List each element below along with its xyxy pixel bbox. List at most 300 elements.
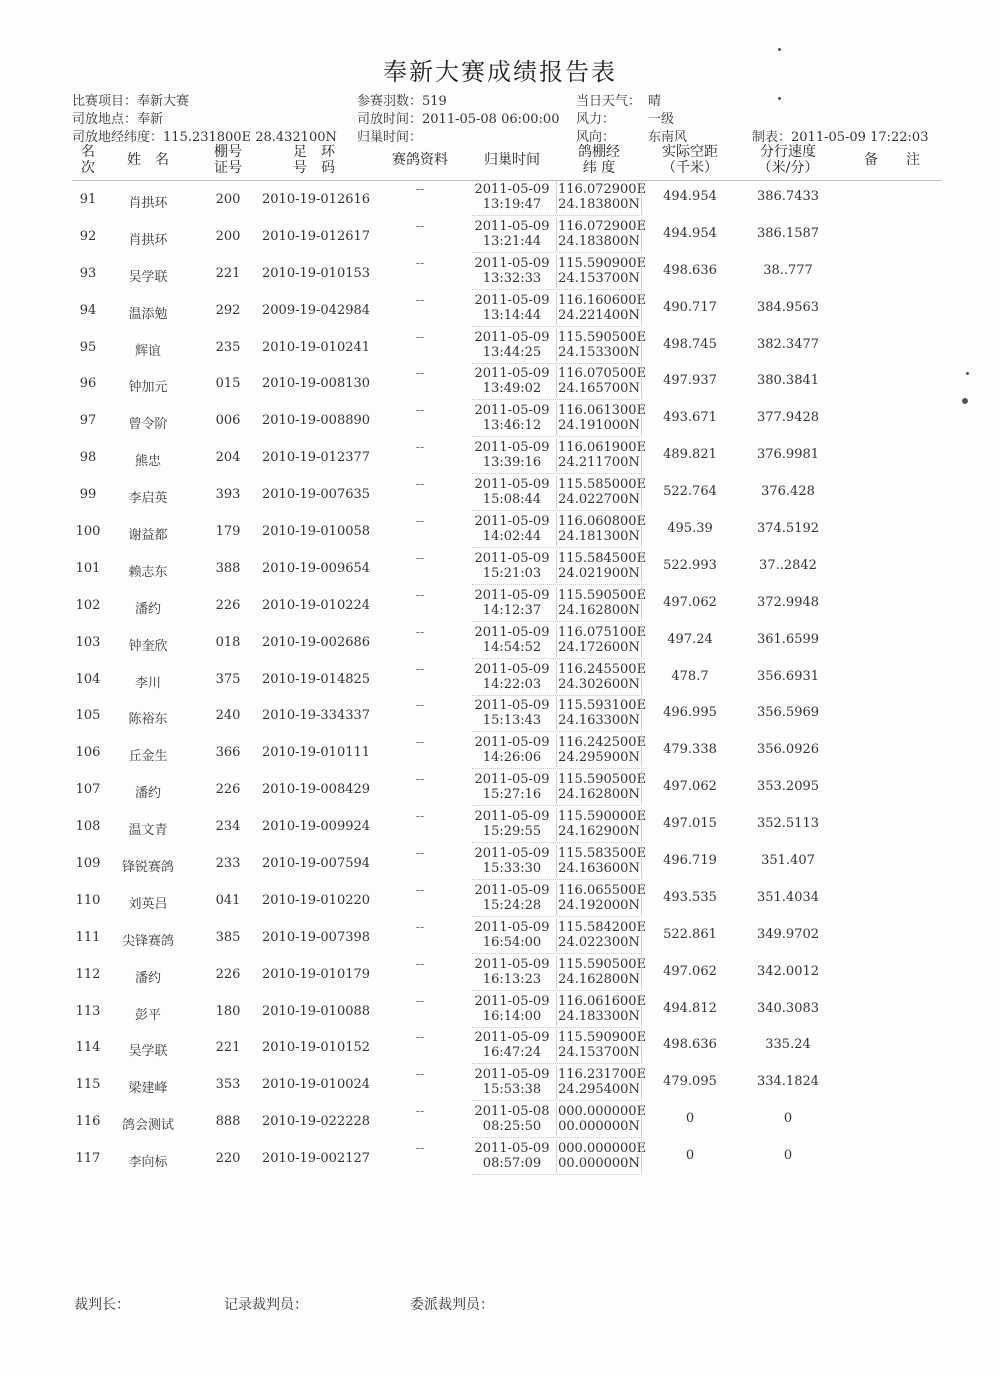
loft-cell: 015 <box>215 376 241 392</box>
table-row <box>0 549 1000 586</box>
arrival-date: 2011-05-09 <box>474 956 550 972</box>
header-speed-line1: 分行速度 <box>760 144 816 160</box>
distance-cell: 522.993 <box>663 557 717 573</box>
table-row <box>0 992 1000 1029</box>
rank-cell: 111 <box>75 929 101 945</box>
table-row <box>0 623 1000 660</box>
cell-divider <box>641 734 642 767</box>
distance-cell: 0 <box>685 1148 695 1164</box>
speed-cell: 349.9702 <box>756 926 820 942</box>
entry-count: 参赛羽数：519 <box>357 94 447 109</box>
info-cell: -- <box>415 661 425 677</box>
event-label: 比赛项目：奉新大赛 <box>72 94 190 109</box>
distance-cell: 496.995 <box>663 705 717 721</box>
coords-cell <box>558 661 647 692</box>
info-cell: -- <box>415 1067 425 1083</box>
scan-speck <box>962 398 968 404</box>
header-info: 赛鸽资料 <box>392 152 448 168</box>
recording-referee-label: 记录裁判员： <box>224 1297 308 1313</box>
info-cell: -- <box>415 624 425 640</box>
rank-cell: 92 <box>79 228 97 244</box>
name-cell: 锋锐赛鸽 <box>121 860 174 876</box>
loft-longitude: 116.060800E <box>558 514 647 530</box>
loft-latitude: 24.021900N <box>558 565 640 581</box>
coords-cell <box>558 809 647 840</box>
rank-cell: 91 <box>79 192 97 207</box>
speed-cell: 0 <box>783 1111 793 1127</box>
arrival-date: 2011-05-09 <box>474 809 550 825</box>
cell-divider <box>556 734 557 767</box>
table-row <box>0 881 1000 918</box>
arrival-date: 2011-05-09 <box>474 661 550 677</box>
table-row <box>0 1065 1000 1102</box>
cell-divider <box>641 771 642 804</box>
cell-divider <box>556 956 557 989</box>
ring-cell: 2010-19-010111 <box>262 745 371 761</box>
speed-cell: 0 <box>783 1148 793 1164</box>
name-cell: 温文青 <box>128 823 168 839</box>
coords-cell <box>558 329 647 360</box>
arrival-time: 15:33:30 <box>482 861 542 877</box>
loft-longitude: 116.061600E <box>558 993 647 1009</box>
table-row <box>0 1102 1000 1139</box>
info-cell: -- <box>415 440 425 456</box>
loft-latitude: 24.162800N <box>558 602 640 618</box>
cell-divider <box>556 993 557 1026</box>
rank-cell: 93 <box>79 265 97 281</box>
scan-speck <box>778 48 781 51</box>
arrival-date: 2011-05-09 <box>474 993 550 1009</box>
loft-cell: 179 <box>215 524 241 540</box>
arrival-time: 16:14:00 <box>482 1008 542 1024</box>
name-cell: 赖志东 <box>128 564 168 580</box>
report-generated-time: 制表：2011-05-09 17:22:03 <box>752 130 929 145</box>
header-name: 姓 名 <box>127 152 169 168</box>
header-distance-line2: （千米） <box>662 160 718 176</box>
cell-divider <box>556 402 557 435</box>
rank-cell: 112 <box>75 966 101 982</box>
arrival-time: 16:47:24 <box>482 1045 542 1061</box>
name-cell: 钟奎欣 <box>128 638 168 654</box>
arrival-cell <box>472 1141 552 1171</box>
arrival-date: 2011-05-09 <box>474 292 550 308</box>
loft-latitude: 24.183300N <box>558 1008 640 1024</box>
distance-cell: 494.954 <box>663 189 717 204</box>
arrival-date: 2011-05-09 <box>474 366 550 382</box>
speed-cell: 372.9948 <box>756 594 820 610</box>
name-cell: 肖拱环 <box>128 232 168 248</box>
cell-divider <box>641 476 642 509</box>
coords-cell <box>558 1104 647 1135</box>
arrival-cell <box>472 735 552 765</box>
coords-cell <box>558 956 647 987</box>
ring-cell: 2010-19-010088 <box>262 1003 371 1019</box>
arrival-time: 08:57:09 <box>482 1156 542 1172</box>
info-cell: -- <box>415 698 425 714</box>
name-cell: 刘英吕 <box>128 896 168 912</box>
row-divider <box>472 215 642 216</box>
table-row <box>0 217 1000 254</box>
rank-cell: 113 <box>75 1003 101 1019</box>
header-speed-line2: （米/分） <box>757 160 819 176</box>
row-divider <box>472 805 642 806</box>
wind-force-label: 风力： <box>576 112 616 127</box>
speed-cell: 380.3841 <box>756 373 820 389</box>
arrival-date: 2011-05-09 <box>474 182 550 197</box>
table-row <box>0 696 1000 733</box>
row-divider <box>472 1174 642 1175</box>
ring-cell: 2010-19-007635 <box>262 487 371 503</box>
cell-divider <box>641 956 642 989</box>
arrival-cell <box>472 293 552 323</box>
return-time: 归巢时间： <box>357 130 423 145</box>
row-divider <box>472 399 642 400</box>
arrival-time: 16:13:23 <box>482 971 542 987</box>
arrival-time: 14:22:03 <box>482 676 542 692</box>
speed-cell: 361.6599 <box>756 631 820 647</box>
rank-cell: 96 <box>79 376 97 392</box>
coords-cell <box>558 1067 647 1098</box>
speed-cell: 382.3477 <box>756 336 820 352</box>
coords-cell <box>558 366 647 397</box>
arrival-time: 14:12:37 <box>482 602 542 618</box>
arrival-cell <box>472 1067 552 1097</box>
rank-cell: 104 <box>75 671 101 687</box>
arrival-cell <box>472 920 552 950</box>
arrival-cell <box>472 1030 552 1060</box>
loft-latitude: 24.022300N <box>558 934 640 950</box>
cell-divider <box>556 439 557 472</box>
table-row <box>0 364 1000 401</box>
info-cell: -- <box>415 993 425 1009</box>
arrival-time: 13:44:25 <box>482 344 542 360</box>
loft-longitude: 116.070500E <box>558 366 647 382</box>
arrival-date: 2011-05-09 <box>474 846 550 862</box>
loft-longitude: 116.160600E <box>558 292 647 308</box>
arrival-cell <box>472 182 552 212</box>
name-cell: 肖拱环 <box>128 196 168 211</box>
cell-divider <box>556 771 557 804</box>
name-cell: 吴学联 <box>128 269 168 285</box>
name-cell: 尖锋赛鸽 <box>121 933 174 949</box>
info-cell: -- <box>415 550 425 566</box>
speed-cell: 334.1824 <box>756 1074 820 1090</box>
arrival-time: 16:54:00 <box>482 934 542 950</box>
loft-longitude: 115.585000E <box>558 477 647 493</box>
arrival-time: 13:32:33 <box>482 270 542 286</box>
arrival-time: 15:08:44 <box>482 492 542 508</box>
arrival-time: 15:53:38 <box>482 1082 542 1098</box>
distance-cell: 497.937 <box>663 373 717 389</box>
wind-direction-label: 风向： <box>576 130 616 145</box>
loft-latitude: 24.295900N <box>558 750 640 766</box>
name-cell: 李川 <box>134 675 161 691</box>
cell-divider <box>641 402 642 435</box>
loft-latitude: 24.183800N <box>558 197 640 212</box>
cell-divider <box>641 882 642 915</box>
speed-cell: 38..777 <box>763 262 813 278</box>
rank-cell: 102 <box>75 597 101 613</box>
coords-cell <box>558 255 647 286</box>
cell-divider <box>556 476 557 509</box>
cell-divider <box>556 697 557 730</box>
loft-longitude: 115.583500E <box>558 846 647 862</box>
coords-cell <box>558 182 647 212</box>
rank-cell: 114 <box>75 1040 101 1056</box>
coords-cell <box>558 587 647 618</box>
header-arrival: 归巢时间 <box>484 152 540 168</box>
arrival-time: 13:39:16 <box>482 455 542 471</box>
loft-longitude: 115.590500E <box>558 587 647 603</box>
cell-divider <box>641 550 642 583</box>
loft-cell: 393 <box>215 487 241 503</box>
coords-cell <box>558 846 647 877</box>
ring-cell: 2010-19-008890 <box>262 413 371 429</box>
speed-cell: 351.407 <box>761 853 815 869</box>
ring-cell: 2010-19-010224 <box>262 597 371 613</box>
ring-cell: 2010-19-010058 <box>262 524 371 540</box>
distance-cell: 479.095 <box>663 1074 717 1090</box>
coords-cell <box>558 919 647 950</box>
loft-longitude: 115.590900E <box>558 1030 647 1046</box>
rank-cell: 94 <box>79 302 97 318</box>
cell-divider <box>556 661 557 694</box>
row-divider <box>472 695 642 696</box>
distance-cell: 498.636 <box>663 1037 717 1053</box>
distance-cell: 522.861 <box>663 926 717 942</box>
ring-cell: 2010-19-010179 <box>262 966 371 982</box>
wind-direction-value: 东南风 <box>648 130 688 145</box>
name-cell: 曾令阶 <box>128 417 168 433</box>
name-cell: 温添勉 <box>128 306 168 322</box>
arrival-cell <box>472 588 552 618</box>
arrival-time: 15:29:55 <box>482 824 542 840</box>
arrival-cell <box>472 366 552 396</box>
loft-longitude: 116.075100E <box>558 624 647 640</box>
row-divider <box>472 1027 642 1028</box>
table-row <box>0 1139 1000 1176</box>
info-cell: -- <box>415 255 425 271</box>
ring-cell: 2010-19-008130 <box>262 376 371 392</box>
info-cell: -- <box>415 1104 425 1120</box>
coords-cell <box>558 550 647 581</box>
cell-divider <box>641 845 642 878</box>
header-rank <box>72 144 104 176</box>
info-cell: -- <box>415 403 425 419</box>
ring-cell: 2010-19-010220 <box>262 892 371 908</box>
row-divider <box>472 436 642 437</box>
arrival-date: 2011-05-09 <box>474 1067 550 1083</box>
arrival-date: 2011-05-09 <box>474 218 550 234</box>
ring-cell: 2010-19-010241 <box>262 339 371 355</box>
distance-cell: 479.338 <box>663 742 717 758</box>
name-cell: 李向标 <box>128 1155 168 1171</box>
row-divider <box>472 731 642 732</box>
rank-cell: 101 <box>75 560 101 576</box>
release-location: 司放地点：奉新 <box>72 112 164 127</box>
arrival-cell <box>472 662 552 692</box>
rank-cell: 109 <box>75 856 101 872</box>
loft-longitude: 000.000000E <box>558 1141 647 1157</box>
info-cell: -- <box>415 514 425 530</box>
arrival-time: 13:21:44 <box>482 233 542 249</box>
loft-latitude: 00.000000N <box>558 1119 640 1135</box>
distance-cell: 497.24 <box>667 631 713 647</box>
ring-cell: 2010-19-002686 <box>262 634 371 650</box>
coords-cell <box>558 477 647 508</box>
loft-longitude: 115.590500E <box>558 329 647 345</box>
row-divider <box>472 289 642 290</box>
row-divider <box>472 1137 642 1138</box>
cell-divider <box>641 919 642 952</box>
cell-divider <box>641 993 642 1026</box>
loft-cell: 388 <box>215 560 241 576</box>
delegated-referee-label: 委派裁判员： <box>410 1297 494 1313</box>
rank-cell: 103 <box>75 634 101 650</box>
rank-cell: 100 <box>75 524 101 540</box>
info-cell: -- <box>415 919 425 935</box>
arrival-cell <box>472 625 552 655</box>
loft-cell: 888 <box>215 1114 241 1130</box>
arrival-time: 15:13:43 <box>482 713 542 729</box>
row-divider <box>472 990 642 991</box>
arrival-date: 2011-05-09 <box>474 919 550 935</box>
cell-divider <box>641 365 642 398</box>
coords-cell <box>558 772 647 803</box>
speed-cell: 356.0926 <box>756 742 820 758</box>
distance-cell: 0 <box>685 1111 695 1127</box>
table-row <box>0 291 1000 328</box>
coords-cell <box>558 514 647 545</box>
cell-divider <box>556 218 557 251</box>
cell-divider <box>556 329 557 362</box>
arrival-date: 2011-05-09 <box>474 735 550 751</box>
header-ring-line1: 足 环 <box>293 144 335 160</box>
row-divider <box>472 326 642 327</box>
row-divider <box>472 473 642 474</box>
arrival-date: 2011-05-09 <box>474 624 550 640</box>
distance-cell: 478.7 <box>671 668 709 684</box>
arrival-time: 13:49:02 <box>482 381 542 397</box>
info-cell: -- <box>415 182 425 197</box>
header-loft <box>200 144 256 176</box>
loft-cell: 375 <box>215 671 241 687</box>
speed-cell: 384.9563 <box>756 299 820 315</box>
loft-longitude: 115.590500E <box>558 772 647 788</box>
ring-cell: 2010-19-014825 <box>262 671 371 687</box>
arrival-cell <box>472 1104 552 1134</box>
arrival-cell <box>472 440 552 470</box>
arrival-cell <box>472 846 552 876</box>
coords-cell <box>558 292 647 323</box>
loft-longitude: 116.245500E <box>558 661 647 677</box>
arrival-date: 2011-05-09 <box>474 698 550 714</box>
distance-cell: 497.062 <box>663 779 717 795</box>
ring-cell: 2010-19-012617 <box>262 228 371 244</box>
loft-longitude: 115.590900E <box>558 255 647 271</box>
arrival-cell <box>472 477 552 507</box>
row-divider <box>472 510 642 511</box>
distance-cell: 498.745 <box>663 336 717 352</box>
loft-longitude: 000.000000E <box>558 1104 647 1120</box>
ring-cell: 2010-19-010152 <box>262 1040 371 1056</box>
coords-cell <box>558 993 647 1024</box>
weather-value: 晴 <box>648 94 662 109</box>
speed-cell: 335.24 <box>765 1037 811 1053</box>
table-row <box>0 254 1000 291</box>
distance-cell: 522.764 <box>663 484 717 500</box>
cell-divider <box>556 845 557 878</box>
header-rank-line1: 名 <box>81 144 95 160</box>
arrival-time: 15:24:28 <box>482 897 542 913</box>
name-cell: 李启英 <box>128 491 168 507</box>
ring-cell: 2010-19-007398 <box>262 929 371 945</box>
row-divider <box>472 953 642 954</box>
loft-longitude: 115.584200E <box>558 919 647 935</box>
arrival-cell <box>472 957 552 987</box>
arrival-date: 2011-05-08 <box>474 1104 550 1120</box>
info-cell: -- <box>415 846 425 862</box>
loft-latitude: 24.172600N <box>558 639 640 655</box>
distance-cell: 494.954 <box>663 225 717 241</box>
coords-cell <box>558 218 647 249</box>
loft-latitude: 24.302600N <box>558 676 640 692</box>
distance-cell: 493.535 <box>663 889 717 905</box>
loft-latitude: 24.295400N <box>558 1082 640 1098</box>
results-table <box>0 180 1000 1176</box>
cell-divider <box>556 624 557 657</box>
loft-longitude: 116.242500E <box>558 735 647 751</box>
row-divider <box>472 1063 642 1064</box>
speed-cell: 376.9981 <box>756 447 820 463</box>
rank-cell: 95 <box>79 339 97 355</box>
name-cell: 熊忠 <box>134 454 161 470</box>
table-row <box>0 955 1000 992</box>
speed-cell: 352.5113 <box>756 816 820 832</box>
name-cell: 谢益都 <box>128 528 168 544</box>
cell-divider <box>641 181 642 214</box>
info-cell: -- <box>415 1030 425 1046</box>
cell-divider <box>556 919 557 952</box>
arrival-date: 2011-05-09 <box>474 1141 550 1157</box>
info-cell: -- <box>415 329 425 345</box>
rank-cell: 110 <box>75 892 101 908</box>
loft-longitude: 116.061900E <box>558 440 647 456</box>
cell-divider <box>641 624 642 657</box>
coords-cell <box>558 403 647 434</box>
cell-divider <box>641 587 642 620</box>
arrival-date: 2011-05-09 <box>474 587 550 603</box>
loft-cell: 226 <box>215 966 241 982</box>
loft-cell: 204 <box>215 450 241 466</box>
distance-cell: 494.812 <box>663 1000 717 1016</box>
loft-cell: 006 <box>215 413 241 429</box>
cell-divider <box>556 255 557 288</box>
loft-cell: 200 <box>215 228 241 244</box>
distance-cell: 498.636 <box>663 262 717 278</box>
arrival-cell <box>472 883 552 913</box>
speed-cell: 356.5969 <box>756 705 820 721</box>
header-coords <box>558 144 640 176</box>
table-row <box>0 180 1000 217</box>
table-row <box>0 586 1000 623</box>
distance-cell: 496.719 <box>663 853 717 869</box>
rank-cell: 97 <box>79 413 97 429</box>
info-cell: -- <box>415 218 425 234</box>
rank-cell: 105 <box>75 708 101 724</box>
arrival-time: 15:27:16 <box>482 787 542 803</box>
name-cell: 彭平 <box>134 1007 161 1023</box>
